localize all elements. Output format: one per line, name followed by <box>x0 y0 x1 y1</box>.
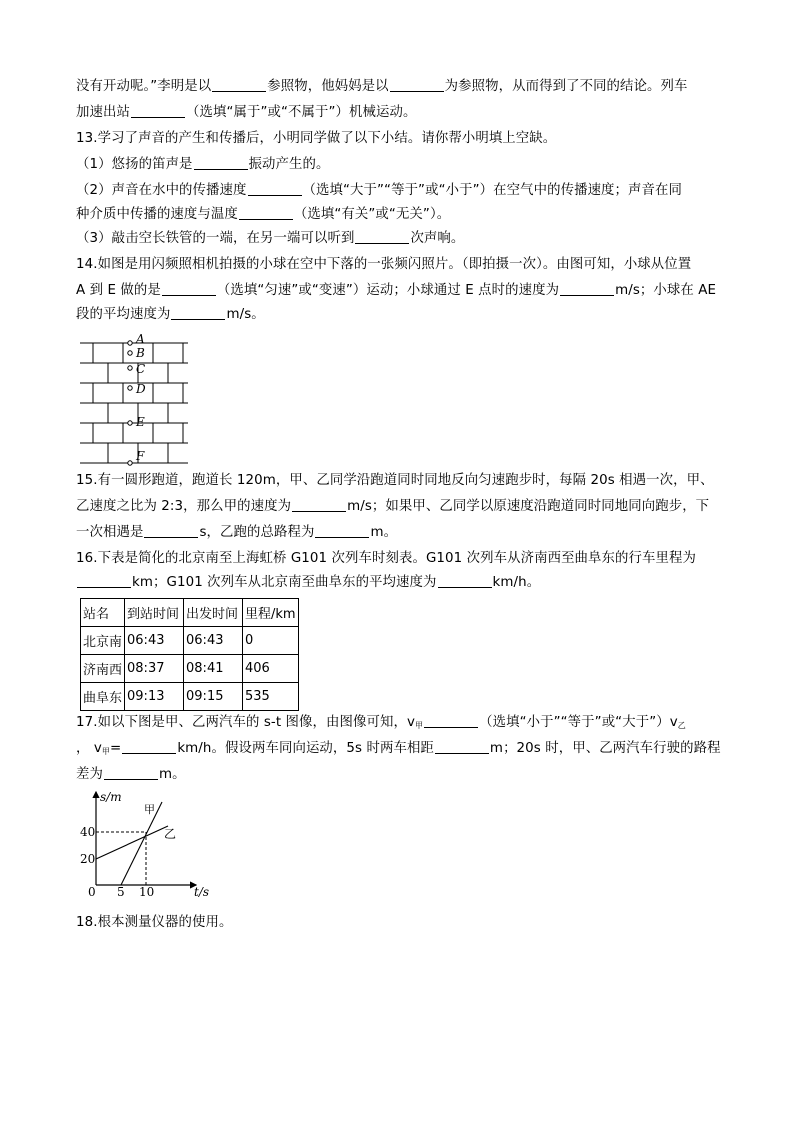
answer-blank[interactable] <box>390 78 444 92</box>
x-tick-10: 10 <box>139 885 155 898</box>
label-b: B <box>136 346 145 360</box>
table-cell: 06:43 <box>125 627 184 655</box>
label-e: E <box>136 415 145 429</box>
answer-blank[interactable] <box>355 230 409 244</box>
text-line-2: 加速出站 （选填“属于”或“不属于”）机械运动。 <box>76 105 417 120</box>
answer-blank[interactable] <box>438 574 492 588</box>
question-17-line-1: 17.如以下图是甲、乙两汽车的 s-t 图像，由图像可知，$v_甲$ （选填“小于”“等于”或“大于$”)v_乙$ <box>76 715 686 730</box>
line-yi <box>96 826 168 859</box>
table-cell: 535 <box>243 683 299 711</box>
x-tick-5: 5 <box>117 885 125 898</box>
origin-label: 0 <box>88 885 96 898</box>
y-axis-label: s/m <box>100 790 122 804</box>
answer-blank[interactable] <box>212 78 266 92</box>
label-a: A <box>136 332 145 346</box>
st-graph <box>78 786 218 898</box>
question-13-part-3: （3）敲击空长铁管的一端，在另一端可以听到 次声响。 <box>76 231 465 246</box>
table-cell: 406 <box>243 655 299 683</box>
question-15-line-3: 一次相遇是 s，乙跑的总路程为 m。 <box>76 525 398 540</box>
table-cell: 济南西 <box>81 655 125 683</box>
table-header-cell: 出发时间 <box>184 599 243 627</box>
question-13-part-2a: （2）声音在水中的传播速度 （选填“大于”“等于”或“小于”）在空气中的传播速度；声音在同 <box>76 183 683 198</box>
ball-position-d <box>128 386 132 390</box>
answer-blank[interactable] <box>131 104 185 118</box>
answer-blank[interactable] <box>104 766 158 780</box>
table-header-cell: 到站时间 <box>125 599 184 627</box>
line-jia <box>121 802 162 885</box>
question-13-stem: 13.学习了声音的产生和传播后，小明同学做了以下小结。请你帮小明填上空缺。 <box>76 131 557 146</box>
label-d: D <box>136 382 146 396</box>
ball-position-a <box>128 341 132 345</box>
question-17-line-3: 差为 m。 <box>76 767 186 782</box>
table-header-cell: 站名 <box>81 599 125 627</box>
train-timetable <box>80 598 299 711</box>
answer-blank[interactable] <box>122 740 176 754</box>
ball-position-c <box>128 366 132 370</box>
answer-blank[interactable] <box>77 574 131 588</box>
table-header-cell: 里程/km <box>243 599 299 627</box>
question-18: 18.根本测量仪器的使用。 <box>76 915 233 930</box>
question-15-line-2: 乙速度之比为 2:3，那么甲的速度为 m/s；如果甲、乙同学以原速度沿跑道同时同地同向跑步，下 <box>76 499 710 514</box>
question-15-line-1: 15.有一圆形跑道，跑道长 120m，甲、乙同学沿跑道同时同地反向匀速跑步时，每隔 20s 相遇一次，甲、 <box>76 473 714 488</box>
answer-blank[interactable] <box>162 282 216 296</box>
table-row <box>81 655 299 683</box>
ball-position-b <box>128 351 132 355</box>
text-line-1: 没有开动呢。”李明是以 参照物，他妈妈是以 为参照物，从而得到了不同的结论。列车 <box>76 79 688 94</box>
table-cell: 08:37 <box>125 655 184 683</box>
table-cell: 09:13 <box>125 683 184 711</box>
answer-blank[interactable] <box>194 156 248 170</box>
answer-blank[interactable] <box>292 498 346 512</box>
answer-blank[interactable] <box>435 740 489 754</box>
answer-blank[interactable] <box>248 182 302 196</box>
question-14-line-3: 段的平均速度为 m/s。 <box>76 307 265 322</box>
strobe-photo-figure <box>80 332 192 467</box>
y-tick-20: 20 <box>80 852 96 866</box>
line-label-yi: 乙 <box>164 827 177 841</box>
brick-wall <box>80 343 188 463</box>
question-17-line-2: ， $v_甲= km/h$。假设两车同向运动，5s 时两车相距 m；20s 时，甲、乙两汽车行驶的路程 <box>76 741 721 756</box>
y-tick-40: 40 <box>80 825 96 839</box>
table-cell: 曲阜东 <box>81 683 125 711</box>
ball-position-f <box>128 461 132 465</box>
table-cell: 06:43 <box>184 627 243 655</box>
question-14-line-2: A 到 E 做的是 （选填“匀速”或“变速”）运动；小球通过 E 点时的速度为 m/s；小球在 AE <box>76 283 717 298</box>
question-14-line-1: 14.如图是用闪频照相机拍摄的小球在空中下落的一张频闪照片。（即拍摄一次）。由图可知，小球从位置 <box>76 257 692 272</box>
answer-blank[interactable] <box>239 206 293 220</box>
answer-blank[interactable] <box>315 524 369 538</box>
answer-blank[interactable] <box>144 524 198 538</box>
table-cell: 08:41 <box>184 655 243 683</box>
question-13-part-1: （1）悠扬的笛声是 振动产生的。 <box>76 157 330 172</box>
label-f: F <box>136 449 145 463</box>
table-cell: 09:15 <box>184 683 243 711</box>
question-13-part-2b: 种介质中传播的速度与温度 （选填“有关”或“无关”）。 <box>76 207 451 222</box>
table-row <box>81 683 299 711</box>
label-c: C <box>136 362 146 376</box>
answer-blank[interactable] <box>424 714 478 728</box>
question-16-line-2: km；G101 次列车从北京南至曲阜东的平均速度为 km/h。 <box>76 574 540 592</box>
line-label-jia: 甲 <box>144 803 155 816</box>
ball-position-e <box>128 421 132 425</box>
table-cell: 0 <box>243 627 299 655</box>
answer-blank[interactable] <box>171 306 225 320</box>
table-cell: 北京南 <box>81 627 125 655</box>
table-row <box>81 627 299 655</box>
question-16-line-1: 16.下表是简化的北京南至上海虹桥 G101 次列车时刻表。G101 次列车从济南西至曲阜东的行车里程为 <box>76 551 696 566</box>
answer-blank[interactable] <box>560 282 614 296</box>
table-header-row <box>81 599 299 627</box>
x-axis-label: t/s <box>194 885 210 898</box>
